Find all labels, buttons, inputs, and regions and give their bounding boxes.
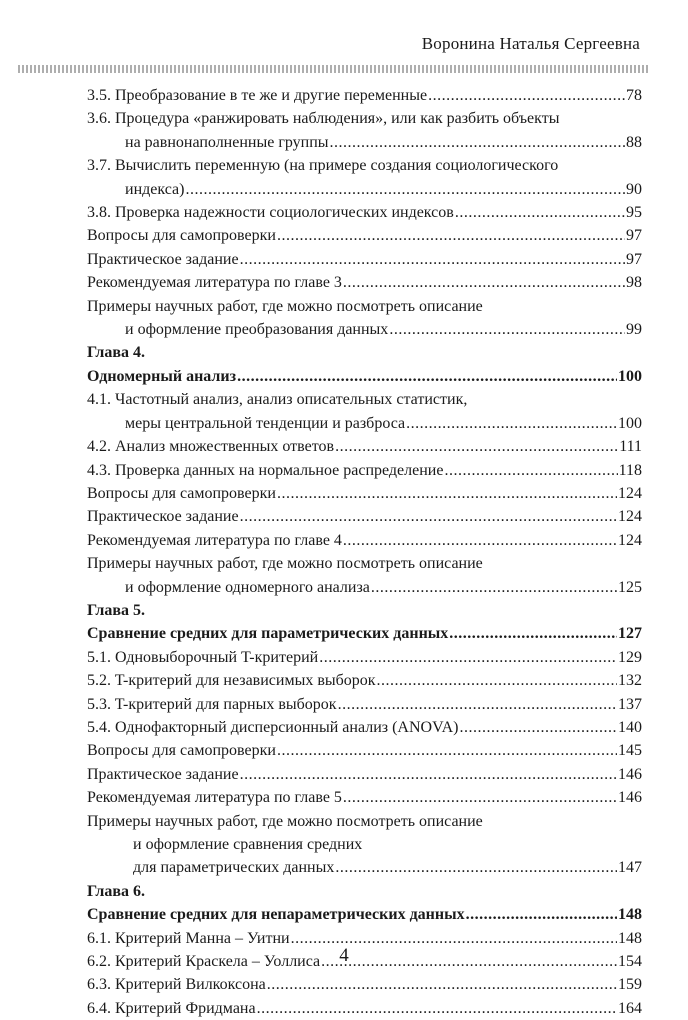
toc-entry-title: 4.3. Проверка данных на нормальное распределение	[87, 461, 444, 479]
toc-entry-page: 127	[618, 625, 642, 643]
toc-entry-page: 95	[626, 204, 642, 222]
toc-entry-3-6[interactable]	[87, 131, 642, 154]
leader-dots	[377, 669, 617, 692]
leader-dots	[240, 248, 625, 271]
toc-chapter-title: Сравнение средних для параметрических данных	[87, 625, 449, 643]
toc-entry-title: Вопросы для самопроверки	[87, 484, 276, 502]
toc-entry-page: 88	[626, 133, 642, 151]
toc-entry-page: 159	[618, 976, 642, 994]
toc-entry-examples-4-line1: Примеры научных работ, где можно посмотреть описание	[87, 555, 483, 573]
toc-entry-title: 5.1. Одновыборочный T-критерий	[87, 648, 319, 666]
leader-dots	[444, 459, 617, 482]
toc-entry-practice-4[interactable]	[87, 505, 642, 528]
toc-entry-literature-4[interactable]	[87, 529, 642, 552]
leader-dots	[428, 84, 625, 107]
toc-entry-page: 97	[626, 227, 642, 245]
running-head-author: Воронина Наталья Сергеевна	[421, 34, 640, 53]
leader-dots	[343, 786, 617, 809]
toc-entry-page: 146	[618, 789, 642, 807]
page-number: 4	[339, 945, 349, 966]
toc-chapter-5[interactable]	[87, 622, 642, 645]
toc-entry-4-3[interactable]	[87, 459, 642, 482]
toc-entry-page: 147	[618, 859, 642, 877]
leader-dots	[343, 529, 617, 552]
toc-entry-page: 100	[618, 367, 642, 385]
toc-entry-page: 78	[626, 87, 642, 104]
leader-dots	[338, 693, 617, 716]
toc-entry-title: на равнонаполненные группы	[125, 133, 329, 151]
toc-entry-page: 129	[618, 648, 642, 666]
leader-dots	[240, 505, 617, 528]
toc-entry-title: 5.4. Однофакторный дисперсионный анализ (ANOVA)	[87, 718, 459, 736]
toc-entry-3-7-line1: 3.7. Вычислить переменную (на примере создания социологического	[87, 157, 559, 175]
toc-chapter-4[interactable]	[87, 365, 642, 388]
header-rule	[18, 65, 648, 73]
toc-entry-page: 124	[618, 508, 642, 526]
toc-entry-questions-4[interactable]	[87, 482, 642, 505]
toc-entry-5-4[interactable]	[87, 716, 642, 739]
leader-dots	[389, 318, 625, 341]
toc-entry-title: меры центральной тенденции и разброса	[125, 414, 406, 432]
toc-entry-title: Рекомендуемая литература по главе 3	[87, 274, 342, 292]
toc-entry-page: 137	[618, 695, 642, 713]
toc-entry-title: 6.1. Критерий Манна – Уитни	[87, 929, 290, 947]
toc-entry-literature-3[interactable]	[87, 271, 642, 294]
toc-entry-examples-3-line1: Примеры научных работ, где можно посмотреть описание	[87, 297, 483, 315]
toc-entry-page: 148	[618, 929, 642, 947]
toc-entry-page: 132	[618, 672, 642, 690]
toc-entry-page: 148	[618, 906, 642, 924]
leader-dots	[466, 903, 617, 926]
toc-entry-examples-5-line1: Примеры научных работ, где можно посмотреть описание	[87, 812, 483, 830]
toc-entry-title: Практическое задание	[87, 508, 239, 526]
leader-dots	[237, 365, 617, 388]
leader-dots	[319, 646, 617, 669]
leader-dots	[185, 178, 625, 201]
leader-dots	[449, 622, 617, 645]
toc-entry-3-5[interactable]	[87, 84, 642, 107]
leader-dots	[335, 856, 617, 879]
toc-entry-page: 154	[618, 953, 642, 971]
toc-entry-title: Рекомендуемая литература по главе 5	[87, 789, 342, 807]
toc-entry-4-1-line1: 4.1. Частотный анализ, анализ описательных статистик,	[87, 391, 468, 409]
toc-entry-literature-5[interactable]	[87, 786, 642, 809]
toc-entry-page: 124	[618, 484, 642, 502]
toc-entry-page: 97	[626, 250, 642, 268]
leader-dots	[406, 412, 617, 435]
toc-entry-title: Практическое задание	[87, 765, 239, 783]
toc-entry-examples-3[interactable]	[87, 318, 642, 341]
toc-entry-title: 5.3. T-критерий для парных выборок	[87, 695, 337, 713]
toc-entry-6-4[interactable]	[87, 997, 642, 1020]
toc-entry-page: 99	[626, 321, 642, 339]
toc-entry-5-1[interactable]	[87, 646, 642, 669]
toc-entry-title: индекса)	[125, 180, 185, 198]
toc-entry-title: Практическое задание	[87, 250, 239, 268]
toc-entry-practice-5[interactable]	[87, 763, 642, 786]
toc-entry-examples-5-line2: и оформление сравнения средних	[133, 836, 363, 853]
toc-entry-3-6-line1: 3.6. Процедура «ранжировать наблюдения», или как разбить объекты	[87, 110, 560, 128]
toc-entry-6-3[interactable]	[87, 973, 642, 996]
toc-entry-4-2[interactable]	[87, 435, 642, 458]
toc-chapter-6[interactable]	[87, 903, 642, 926]
toc-entry-title: и оформление одномерного анализа	[125, 578, 370, 596]
toc-entry-4-1[interactable]	[87, 412, 642, 435]
leader-dots	[371, 576, 617, 599]
toc-entry-practice-3[interactable]	[87, 248, 642, 271]
toc-entry-page: 118	[618, 461, 642, 479]
table-of-contents	[87, 84, 642, 1020]
toc-entry-title: 6.4. Критерий Фридмана	[87, 999, 256, 1017]
toc-entry-page: 140	[618, 718, 642, 736]
toc-entry-page: 124	[618, 531, 642, 549]
toc-entry-title: 4.2. Анализ множественных ответов	[87, 438, 335, 456]
toc-entry-title: и оформление преобразования данных	[125, 321, 389, 339]
toc-entry-title: 3.5. Преобразование в те же и другие переменные	[87, 87, 428, 104]
leader-dots	[257, 997, 617, 1020]
toc-entry-title: Вопросы для самопроверки	[87, 742, 276, 760]
toc-chapter-title: Сравнение средних для непараметрических данных	[87, 906, 465, 924]
leader-dots	[277, 224, 625, 247]
toc-chapter-title: Одномерный анализ	[87, 367, 237, 385]
toc-entry-questions-3[interactable]	[87, 224, 642, 247]
chapter-6-label: Глава 6.	[87, 882, 145, 900]
toc-entry-title: 6.2. Критерий Краскела – Уоллиса	[87, 953, 321, 971]
toc-entry-page: 111	[619, 438, 642, 456]
leader-dots	[240, 763, 617, 786]
toc-entry-page: 164	[618, 999, 642, 1017]
toc-entry-questions-5[interactable]	[87, 739, 642, 762]
leader-dots	[343, 271, 625, 294]
leader-dots	[330, 131, 625, 154]
toc-entry-title: 5.2. T-критерий для независимых выборок	[87, 672, 376, 690]
toc-entry-3-7[interactable]	[87, 178, 642, 201]
toc-entry-title: Вопросы для самопроверки	[87, 227, 276, 245]
toc-entry-page: 146	[618, 765, 642, 783]
toc-entry-title: Рекомендуемая литература по главе 4	[87, 531, 342, 549]
toc-entry-5-2[interactable]	[87, 669, 642, 692]
toc-entry-page: 145	[618, 742, 642, 760]
toc-entry-title: 3.8. Проверка надежности социологических индексов	[87, 204, 454, 222]
leader-dots	[277, 482, 617, 505]
toc-entry-page: 100	[618, 414, 642, 432]
toc-entry-examples-4[interactable]	[87, 576, 642, 599]
toc-entry-title: для параметрических данных	[133, 859, 335, 877]
chapter-5-label: Глава 5.	[87, 601, 145, 619]
toc-entry-page: 125	[618, 578, 642, 596]
leader-dots	[459, 716, 617, 739]
leader-dots	[277, 739, 617, 762]
toc-entry-3-8[interactable]	[87, 201, 642, 224]
toc-entry-title: 6.3. Критерий Вилкоксона	[87, 976, 266, 994]
leader-dots	[267, 973, 617, 996]
toc-entry-page: 98	[626, 274, 642, 292]
chapter-4-label: Глава 4.	[87, 344, 145, 362]
leader-dots	[455, 201, 625, 224]
toc-entry-examples-5[interactable]	[87, 856, 642, 879]
toc-entry-5-3[interactable]	[87, 693, 642, 716]
leader-dots	[335, 435, 618, 458]
toc-entry-page: 90	[626, 180, 642, 198]
